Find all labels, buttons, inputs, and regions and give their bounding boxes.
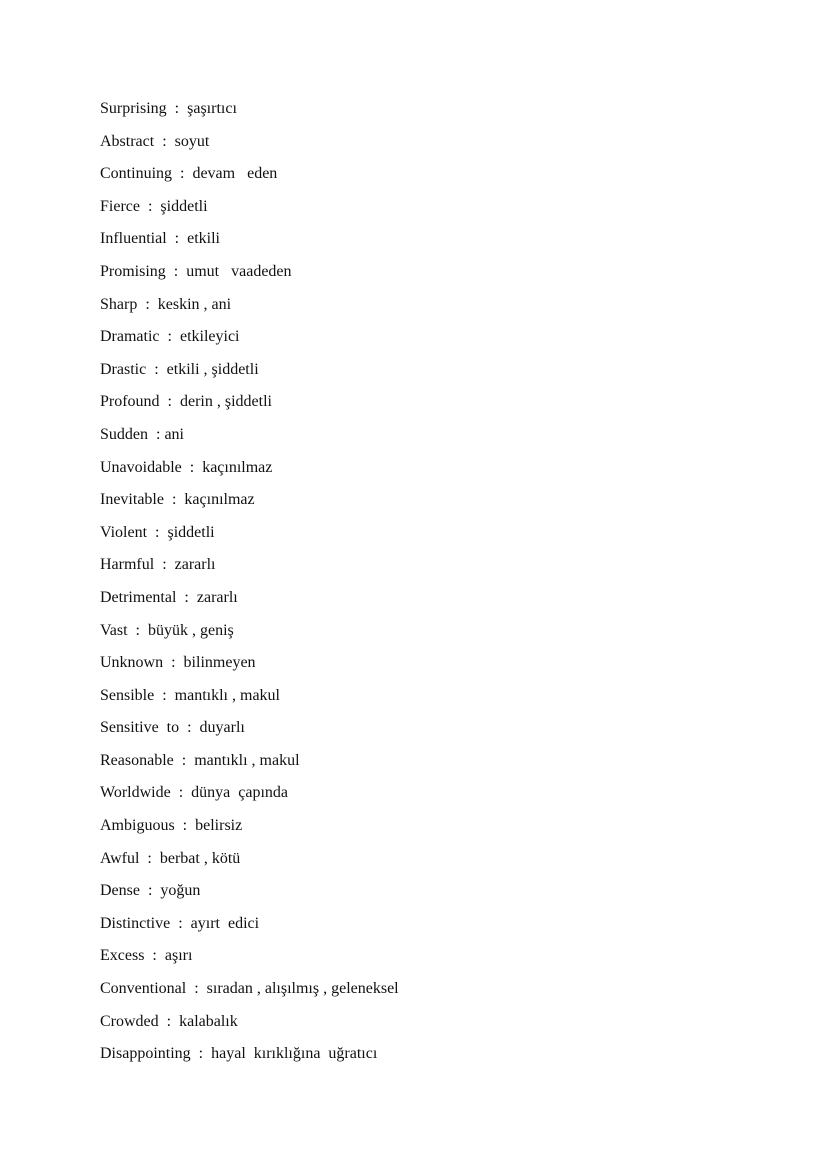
- vocab-entry: Fierce : şiddetli: [100, 197, 208, 215]
- vocab-entry: Abstract : soyut: [100, 132, 210, 150]
- vocab-entry: Worldwide : dünya çapında: [100, 784, 288, 802]
- vocab-entry: Sudden : ani: [100, 425, 184, 443]
- vocab-entry: Sensible : mantıklı , makul: [100, 686, 280, 704]
- vocab-entry: Surprising : şaşırtıcı: [100, 100, 237, 117]
- vocab-entry: Promising : umut vaadeden: [100, 262, 292, 280]
- vocab-entry: Unavoidable : kaçınılmaz: [100, 458, 273, 476]
- vocab-entry: Ambiguous : belirsiz: [100, 817, 243, 835]
- vocab-entry: Vast : büyük , geniş: [100, 621, 234, 639]
- vocab-entry: Unknown : bilinmeyen: [100, 654, 256, 672]
- vocab-entry: Inevitable : kaçınılmaz: [100, 491, 255, 509]
- vocab-entry: Harmful : zararlı: [100, 556, 216, 574]
- vocab-entry: Awful : berbat , kötü: [100, 849, 241, 867]
- vocabulary-list: [100, 97, 399, 1075]
- vocab-entry: Excess : aşırı: [100, 947, 193, 965]
- vocab-entry: Influential : etkili: [100, 230, 220, 248]
- vocab-entry: Sensitive to : duyarlı: [100, 719, 245, 737]
- vocab-entry: Continuing : devam eden: [100, 165, 278, 183]
- vocab-entry: Reasonable : mantıklı , makul: [100, 751, 300, 769]
- vocab-entry: Dramatic : etkileyici: [100, 328, 240, 346]
- vocab-entry: Disappointing : hayal kırıklığına uğratıcı: [100, 1045, 378, 1063]
- vocab-entry: Violent : şiddetli: [100, 523, 215, 541]
- vocab-entry: Dense : yoğun: [100, 882, 201, 900]
- vocab-entry: Sharp : keskin , ani: [100, 295, 232, 313]
- vocab-entry: Drastic : etkili , şiddetli: [100, 360, 259, 378]
- vocab-entry: Distinctive : ayırt edici: [100, 914, 260, 932]
- vocab-entry: Profound : derin , şiddetli: [100, 393, 272, 411]
- vocab-entry: Conventional : sıradan , alışılmış , geleneksel: [100, 980, 399, 998]
- vocab-entry: Crowded : kalabalık: [100, 1012, 238, 1030]
- vocab-entry: Detrimental : zararlı: [100, 588, 238, 606]
